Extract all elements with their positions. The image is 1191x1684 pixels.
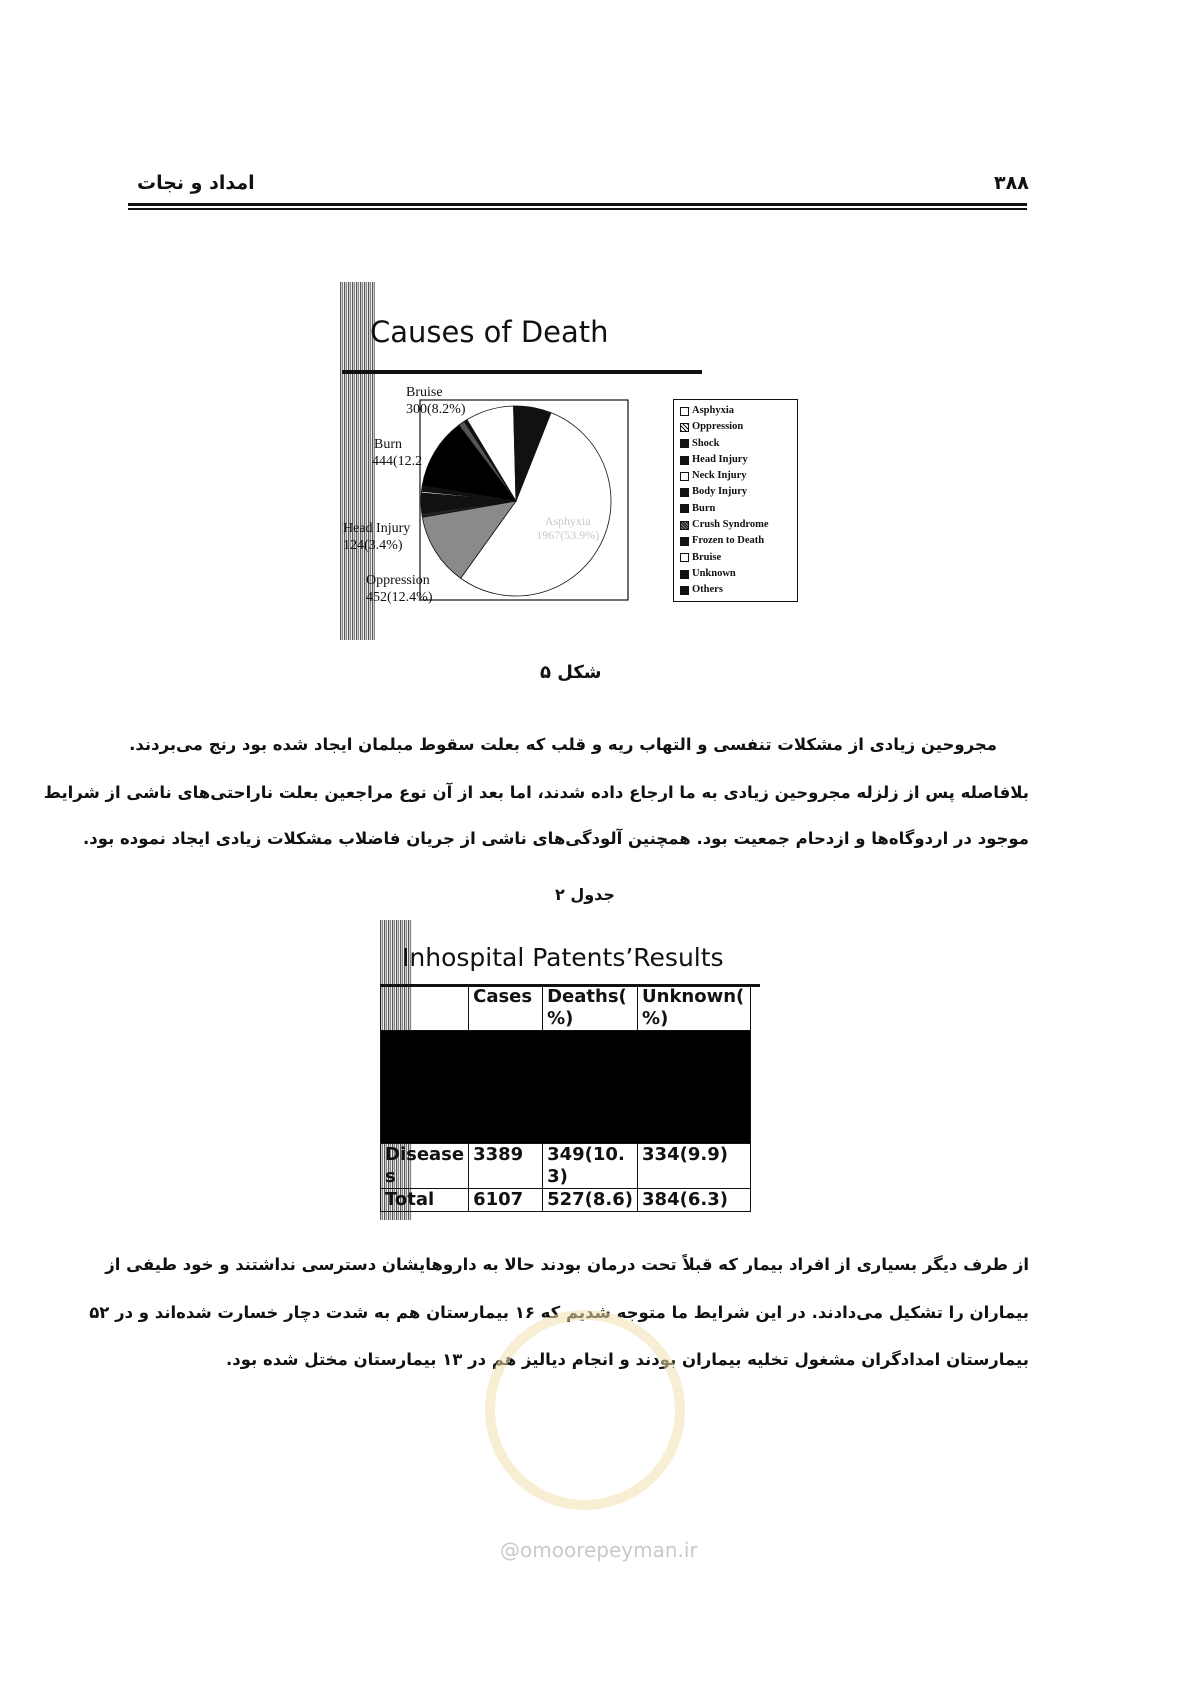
legend-item [680,566,791,582]
table-row [381,1189,751,1212]
legend-label: Unknown [692,567,736,579]
legend-swatch [680,407,689,416]
legend-label: Shock [692,437,720,449]
row-label: Total [381,1189,469,1212]
slice-label-bruise-value: 300(8.2%) [406,402,466,417]
legend-swatch [680,423,689,432]
legend-label: Bruise [692,551,722,563]
paragraph-line: موجود در اردوگاه‌ها و ازدحام جمعیت بود. همچنین آلودگی‌های ناشی از جریان فاضلاب مشکلات زیادی ایجاد نموده بود. [83,829,1029,848]
cell-unknown: 334(9.9) [638,1144,751,1189]
results-table [380,985,751,1212]
legend-item [680,484,791,500]
running-header-title: امداد و نجات [137,172,255,194]
page-number: ۳۸۸ [994,172,1029,194]
slice-label-burn-name: Burn [374,437,402,452]
legend-swatch [680,456,689,465]
legend-item [680,436,791,452]
legend-label: Body Injury [692,486,748,498]
cell-cases: 3389 [469,1144,543,1189]
legend-item [680,550,791,566]
legend-swatch [680,472,689,481]
legend-swatch [680,553,689,562]
slice-label-bruise-name: Bruise [406,385,443,400]
legend-item [680,468,791,484]
chart-legend [673,399,798,602]
legend-swatch [680,504,689,513]
legend-item [680,419,791,435]
slice-label-head-injury-value: 124(3.4%) [343,538,403,553]
paragraph-line: بیمارستان امدادگران مشغول تخلیه بیماران بودند و انجام دیالیز هم در ۱۳ بیمارستان مختل شده بود. [225,1350,1029,1369]
figure-caption: شکل ۵ [540,662,602,683]
watermark-logo [485,1310,685,1510]
legend-item [680,501,791,517]
legend-label: Oppression [692,421,744,433]
legend-label: Asphyxia [692,405,735,416]
watermark-text: @omoorepeyman.ir [500,1538,698,1562]
slice-label-asphyxia: 1967(53.9%) [536,528,600,543]
header-cell-cases: Cases [469,986,543,1031]
slice-label-burn-value: 444(12.2 [372,454,423,469]
cell-deaths: 349(10. 3) [543,1144,638,1189]
legend-swatch [680,439,689,448]
table-title: Inhospital Patents’Results [402,943,724,972]
paragraph-line: مجروحین زیادی از مشکلات تنفسی و التهاب ریه و قلب که بعلت سقوط مبلمان ایجاد شده بود رنج می‌بردند. [129,735,997,754]
slice-label-oppression-name: Oppression [366,573,430,588]
legend-label: Neck Injury [692,470,747,482]
slice-label-oppression-value: 452(12.4%) [366,590,433,605]
legend-label: Frozen to Death [692,535,765,547]
header-cell-deaths: Deaths( %) [543,986,638,1031]
legend-item [680,517,791,533]
chart-title: Causes of Death [370,315,609,349]
table-header-row [381,986,751,1031]
paragraph-line: از طرف دیگر بسیاری از افراد بیمار که قبلاً تحت درمان بودند حالا به داروهایشان دسترسی نداشتند و خود طیفی از [105,1255,1029,1274]
legend-item [680,533,791,549]
legend-label: Others [692,584,723,596]
table-row [381,1144,751,1189]
paragraph-line: بیماران را تشکیل می‌دادند. در این شرایط ما متوجه شدیم که ۱۶ بیمارستان هم به شدت دچار خسارت شده‌اند و در ۵۲ [89,1303,1029,1322]
cell-cases: 6107 [469,1189,543,1212]
legend-swatch [680,488,689,497]
legend-swatch [680,521,689,530]
legend-item [680,582,791,598]
legend-swatch [680,570,689,579]
legend-item [680,452,791,468]
header-cell-unknown: Unknown( %) [638,986,751,1031]
cell-deaths: 527(8.6) [543,1189,638,1212]
slice-label-asphyxia: Asphyxia [544,514,591,529]
paragraph-line: بلافاصله پس از زلزله مجروحین زیادی به ما ارجاع داده شدند، اما بعد از آن نوع مراجعین بعلت ناراحتی‌های ناشی از شرایط [43,783,1029,802]
legend-label: Burn [692,502,716,514]
legend-swatch [680,537,689,546]
redacted-row [381,1031,751,1144]
row-label: Disease s [381,1144,469,1189]
slice-label-head-injury-name: Head Injury [343,521,411,536]
legend-swatch [680,586,689,595]
legend-label: Crush Syndrome [692,519,769,531]
table-caption: جدول ۲ [555,885,615,904]
redacted-block [381,1031,751,1144]
header-cell-empty [381,986,469,1031]
legend-item [680,403,791,419]
legend-label: Head Injury [692,453,748,465]
cell-unknown: 384(6.3) [638,1189,751,1212]
